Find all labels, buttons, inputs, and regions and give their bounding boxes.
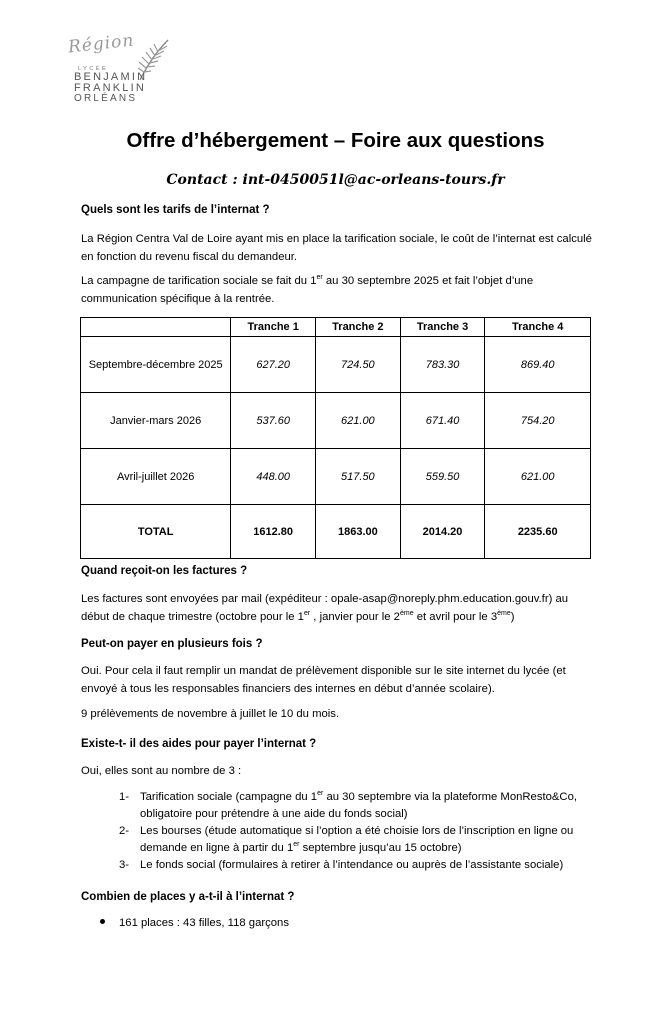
row-label: Avril-juillet 2026: [81, 449, 231, 505]
header-cell: [81, 318, 231, 337]
list-number: 2-: [119, 825, 130, 837]
paragraph-tarification: La Région Centra Val de Loire ayant mis en place la tarification sociale, le coût de l’internat est calculé en fonction du revenu fiscal du demandeur.: [81, 233, 592, 263]
table-cell: 517.50: [316, 449, 401, 505]
header-cell: Tranche 4: [485, 318, 591, 337]
paragraph-mandat: Oui. Pour cela il faut remplir un mandat de prélèvement disponible sur le site internet du lycée (et envoyé à tous les responsables financiers des internes en début d’année scolaire).: [81, 665, 566, 695]
list-item: [119, 789, 599, 823]
table-cell: 621.00: [316, 393, 401, 449]
text: septembre jusqu’au 15 octobre): [299, 842, 462, 854]
text: Tarification sociale (campagne du 1: [140, 791, 318, 803]
table-cell: 754.20: [485, 393, 591, 449]
tarifs-table: [80, 317, 591, 559]
table-row: [81, 393, 591, 449]
list-item: [100, 917, 289, 929]
bullet-icon: [100, 919, 105, 924]
superscript: er: [293, 841, 300, 848]
paragraph-aides: Oui, elles sont au nombre de 3 :: [81, 765, 242, 777]
contact-line: Contact : int-0450051l@ac-orleans-tours.fr: [166, 172, 505, 188]
page-title: Offre d’hébergement – Foire aux questions: [126, 129, 545, 152]
table-cell: 627.20: [231, 337, 316, 393]
table-row: [81, 449, 591, 505]
logo-script-text: Région: [67, 30, 136, 58]
table-cell: 869.40: [485, 337, 591, 393]
text: Les bourses (étude automatique si l’option a été choisie lors de l’inscription en ligne ou demande en ligne à partir du 1: [140, 825, 574, 854]
table-cell: 783.30: [400, 337, 485, 393]
list-item: [119, 823, 599, 857]
superscript: er: [303, 610, 311, 617]
table-cell: 724.50: [316, 337, 401, 393]
superscript: er: [317, 790, 324, 797]
header-cell: Tranche 3: [400, 318, 485, 337]
logo-line-2: FRANKLIN: [74, 82, 146, 94]
table-cell: 621.00: [485, 449, 591, 505]
school-logo: [66, 30, 176, 104]
question-factures: Quand reçoit-on les factures ?: [81, 565, 248, 577]
logo-line-1: BENJAMIN: [74, 71, 148, 83]
row-label: Janvier-mars 2026: [81, 393, 231, 449]
table-cell: 1863.00: [316, 505, 401, 559]
question-tarifs: Quels sont les tarifs de l’internat ?: [81, 204, 270, 216]
question-paiement: Peut-on payer en plusieurs fois ?: [81, 638, 263, 650]
text: , janvier pour le 2: [310, 611, 400, 623]
table-cell: 2235.60: [485, 505, 591, 559]
list-number: 3-: [119, 859, 130, 871]
aides-list: [119, 789, 599, 874]
table-cell: 537.60: [231, 393, 316, 449]
row-label: TOTAL: [81, 505, 231, 559]
text: ): [510, 611, 515, 623]
list-item: [119, 857, 599, 874]
question-aides: Existe-t- il des aides pour payer l’internat ?: [81, 738, 317, 750]
paragraph-prelevements: 9 prélèvements de novembre à juillet le 10 du mois.: [81, 708, 340, 720]
question-places: Combien de places y a-t-il à l’internat ?: [81, 891, 295, 903]
text: et avril pour le 3: [413, 611, 498, 623]
table-header-row: [81, 318, 591, 337]
superscript: er: [316, 274, 323, 281]
superscript: ème: [497, 610, 511, 617]
text: La campagne de tarification sociale se fait du 1: [81, 275, 317, 287]
paragraph-campagne: [81, 272, 596, 308]
row-label: Septembre-décembre 2025: [81, 337, 231, 393]
logo-lycee: LYCÉE: [78, 66, 109, 72]
text: Le fonds social (formulaires à retirer à l’intendance ou auprès de l’assistante sociale): [140, 859, 564, 871]
paragraph-factures: [81, 590, 596, 626]
table-total-row: [81, 505, 591, 559]
table-cell: 448.00: [231, 449, 316, 505]
header-cell: Tranche 2: [316, 318, 401, 337]
table-cell: 2014.20: [400, 505, 485, 559]
table-cell: 1612.80: [231, 505, 316, 559]
text: Les factures sont envoyées par mail (expéditeur : opale-asap@noreply.phm.education.gouv.fr) au début de chaque trimestre (octobre pour le 1: [81, 593, 569, 623]
table-row: [81, 337, 591, 393]
bullet-text: 161 places : 43 filles, 118 garçons: [119, 917, 289, 929]
table-cell: 671.40: [400, 393, 485, 449]
text: au 30 septembre 2025 et fait l’objet d’une communication spécifique à la rentrée.: [81, 275, 534, 305]
superscript: ème: [399, 610, 414, 617]
list-number: 1-: [119, 791, 130, 803]
header-cell: Tranche 1: [231, 318, 316, 337]
text: au 30 septembre via la plateforme MonResto&Co, obligatoire pour prétendre à une aide du fonds social): [140, 791, 578, 820]
table-cell: 559.50: [400, 449, 485, 505]
logo-line-3: ORLÉANS: [74, 93, 138, 104]
